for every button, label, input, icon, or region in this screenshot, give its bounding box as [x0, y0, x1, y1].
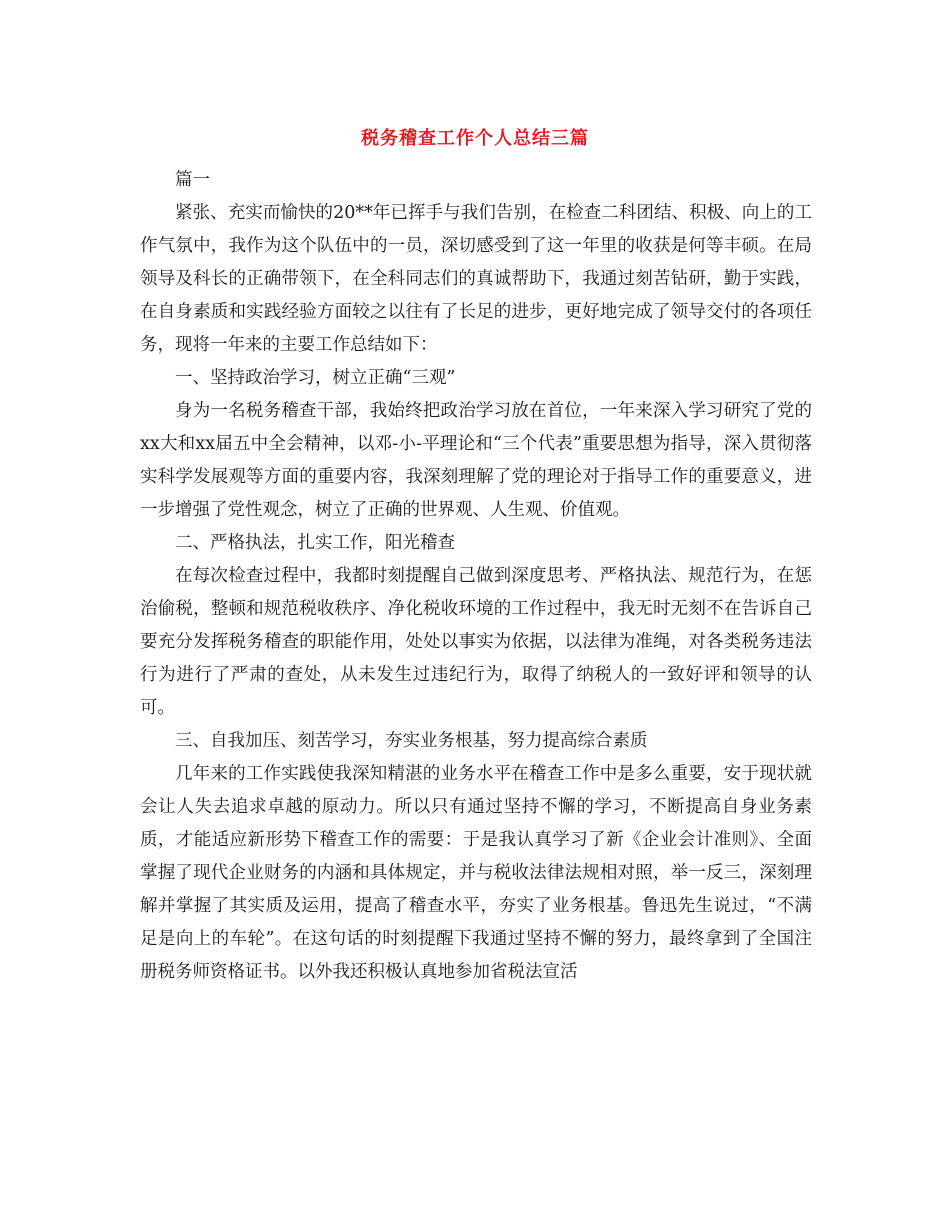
- section-heading-strict-enforcement: 二、严格执法，扎实工作，阳光稽查: [175, 533, 455, 553]
- section-heading-part-one: 篇一: [175, 170, 210, 190]
- paragraph-intro: 紧张、充实而愉快的20**年已挥手与我们告别，在检查二科团结、积极、向上的工作气氛中，我作为这个队伍中的一员，深切感受到了这一年里的收获是何等丰硕。在局领导及科长的正确带领下，在全科同志们的真诚帮助下，我通过刻苦钻研，勤于实践，在自身素质和实践经验方面较之以往有了长足的进步，更好地完成了领导交付的各项任务，现将一年来的主要工作总结如下：: [140, 203, 812, 355]
- section-heading-self-improvement: 三、自我加压、刻苦学习，夯实业务根基，努力提高综合素质: [175, 731, 648, 751]
- paragraph-political-study: 身为一名税务稽查干部，我始终把政治学习放在首位，一年来深入学习研究了党的xx大和xx届五中全会精神，以邓-小-平理论和“三个代表”重要思想为指导，深入贯彻落实科学发展观等方面的重要内容，我深刻理解了党的理论对于指导工作的重要意义，进一步增强了党性观念，树立了正确的世界观、人生观、价值观。: [140, 401, 812, 520]
- paragraph-self-improvement: 几年来的工作实践使我深知精湛的业务水平在稽查工作中是多么重要，安于现状就会让人失去追求卓越的原动力。所以只有通过坚持不懈的学习，不断提高自身业务素质，才能适应新形势下稽查工作的需要：于是我认真学习了新《企业会计准则》、全面掌握了现代企业财务的内涵和具体规定，并与税收法律法规相对照，举一反三，深刻理解并掌握了其实质及运用，提高了稽查水平，夯实了业务根基。鲁迅先生说过，“不满足是向上的车轮”。在这句话的时刻提醒下我通过坚持不懈的努力，最终拿到了全国注册税务师资格证书。以外我还积极认真地参加省税法宣活: [140, 764, 812, 982]
- section-heading-political-study: 一、坚持政治学习，树立正确“三观”: [175, 368, 456, 388]
- paragraph-strict-enforcement: 在每次检查过程中，我都时刻提醒自己做到深度思考、严格执法、规范行为，在惩治偷税，整顿和规范税收秩序、净化税收环境的工作过程中，我无时无刻不在告诉自己要充分发挥税务稽查的职能作用，处处以事实为依据，以法律为准绳，对各类税务违法行为进行了严肃的查处，从未发生过违纪行为，取得了纳税人的一致好评和领导的认可。: [140, 566, 812, 718]
- document-body: [140, 164, 812, 989]
- document-title: 税务稽查工作个人总结三篇: [361, 128, 589, 149]
